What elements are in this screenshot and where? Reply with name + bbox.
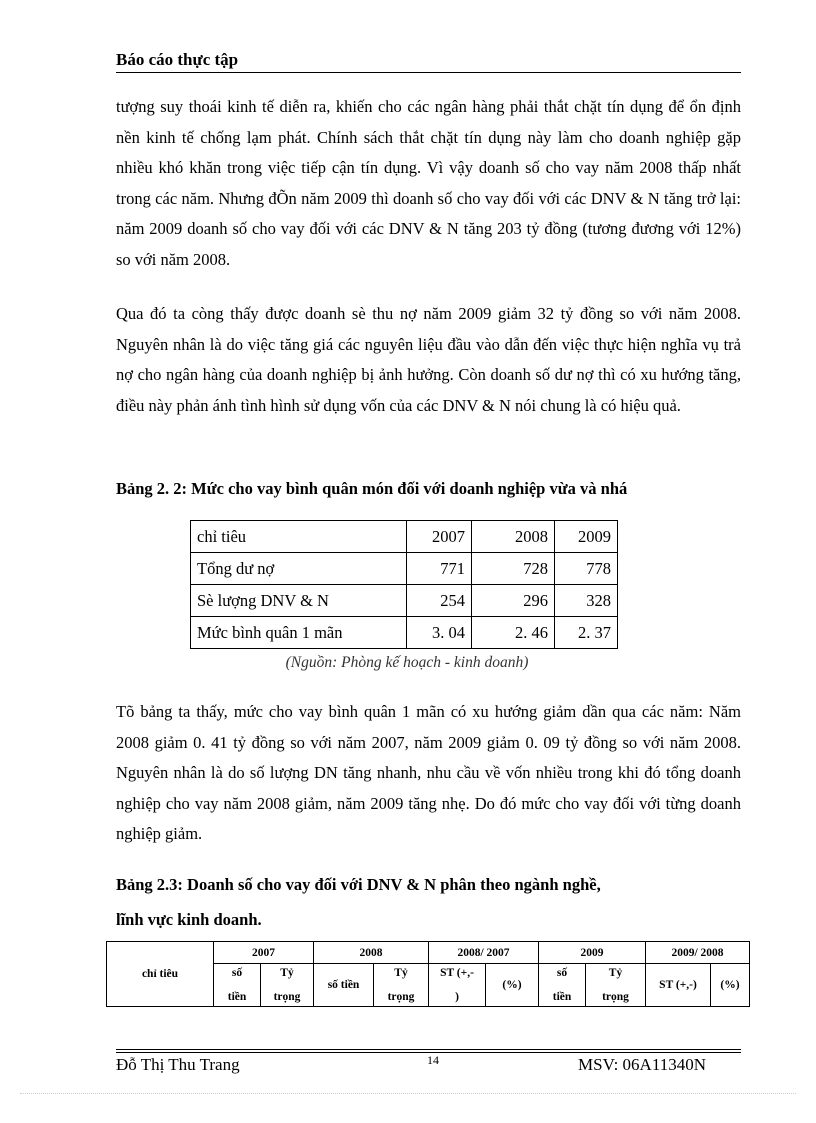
table-1-source: (Nguồn: Phòng kế hoạch - kinh doanh): [285, 654, 529, 671]
table-cell: Sè lượng DNV & N: [191, 585, 407, 617]
table-2: [106, 941, 750, 1007]
table-header-cell: Tỷ trọng: [261, 964, 314, 1007]
table-2-caption-line-2: lĩnh vực kinh doanh.: [116, 910, 262, 929]
footer-author-name: Đỗ Thị Thu Trang: [116, 1055, 240, 1074]
table-cell: 254: [407, 585, 472, 617]
table-header-cell: 2007: [214, 942, 314, 964]
table-cell: 328: [555, 585, 618, 617]
table-header-cell: 2008: [472, 521, 555, 553]
footer-student-id: MSV: 06A11340N: [578, 1055, 706, 1074]
table-header-cell: (%): [486, 964, 539, 1007]
table-header-cell: 2009: [539, 942, 646, 964]
table-cell: Tổng dư nợ: [191, 553, 407, 585]
table-header-cell: Tỷ trọng: [586, 964, 646, 1007]
page-number: 14: [427, 1053, 439, 1067]
table-header-cell: ST (+,-): [646, 964, 711, 1007]
table-header-cell: số tiền: [314, 964, 374, 1007]
table-cell: 771: [407, 553, 472, 585]
table-1-caption: Bảng 2. 2: Mức cho vay bình quân món đối với doanh nghiệp vừa và nhá: [116, 479, 628, 498]
table-header-cell: 2008: [314, 942, 429, 964]
footer-rule: [116, 1049, 741, 1050]
table-cell: 3. 04: [407, 617, 472, 649]
header-title: Báo cáo thực tập: [116, 50, 239, 69]
table-header-cell: 2009: [555, 521, 618, 553]
paragraph-2: Qua đó ta còng thấy được doanh sè thu nợ năm 2009 giảm 32 tỷ đồng so với năm 2008. Nguyên nhân là do việc tăng giá các nguyên liệu đầu vào dẫn đến việc thực hiện nghĩa vụ trả nợ cho ngân hàng của doanh nghiệp bị ảnh hưởng. Còn doanh số dư nợ thì có xu hướng tăng, điều này phản ánh tình hình sử dụng vốn của các DNV & N nói chung là có hiệu quả.: [116, 304, 741, 415]
table-cell: 296: [472, 585, 555, 617]
table-header-cell: (%): [711, 964, 750, 1007]
table-cell: 2. 37: [555, 617, 618, 649]
paragraph-1: tượng suy thoái kinh tế diễn ra, khiến cho các ngân hàng phải thắt chặt tín dụng để ổn định nền kinh tế chống lạm phát. Chính sách thắt chặt tín dụng này làm cho doanh nghiệp gặp nhiều khó khăn trong việc tiếp cận tín dụng. Vì vậy doanh số cho vay năm 2008 thấp nhất trong các năm. Nhưng đÕn năm 2009 thì doanh số cho vay đối với các DNV & N tăng trở lại: năm 2009 doanh số cho vay đối với các DNV & N tăng 203 tỷ đồng (tương đương với 12%) so với năm 2008.: [116, 97, 741, 269]
table-header-cell: số tiền: [214, 964, 261, 1007]
table-header-cell: ST (+,- ): [429, 964, 486, 1007]
table-cell: 778: [555, 553, 618, 585]
table-row: [107, 942, 750, 964]
table-row: [191, 617, 618, 649]
table-header-cell: 2007: [407, 521, 472, 553]
table-cell: 728: [472, 553, 555, 585]
table-cell: Mức bình quân 1 mãn: [191, 617, 407, 649]
table-header-cell: số tiền: [539, 964, 586, 1007]
paragraph-3: Tõ bảng ta thấy, mức cho vay bình quân 1 mãn có xu hướng giảm dần qua các năm: Năm 2008 giảm 0. 41 tỷ đồng so với năm 2007, năm 2009 giảm 0. 09 tỷ đồng so với năm 2008. Nguyên nhân là do số lượng DN tăng nhanh, nhu cầu về vốn nhiều trong khi đó tổng doanh nghiệp cho vay năm 2008 giảm, năm 2009 tăng nhẹ. Do đó mức cho vay đối với từng doanh nghiệp giảm.: [116, 702, 741, 844]
table-header-cell: 2009/ 2008: [646, 942, 750, 964]
table-row: [191, 585, 618, 617]
table-row: [191, 553, 618, 585]
table-cell: 2. 46: [472, 617, 555, 649]
table-header-cell: Tỷ trọng: [374, 964, 429, 1007]
header-rule: [116, 72, 741, 73]
table-1: [190, 520, 618, 649]
table-row: [191, 521, 618, 553]
table-2-caption: Bảng 2.3: Doanh số cho vay đối với DNV & N phân theo ngành nghề,: [116, 875, 601, 894]
table-header-cell: 2008/ 2007: [429, 942, 539, 964]
table-header-cell: chỉ tiêu: [191, 521, 407, 553]
table-header-cell: chỉ tiêu: [107, 942, 214, 1007]
page-edge: [20, 1093, 796, 1094]
